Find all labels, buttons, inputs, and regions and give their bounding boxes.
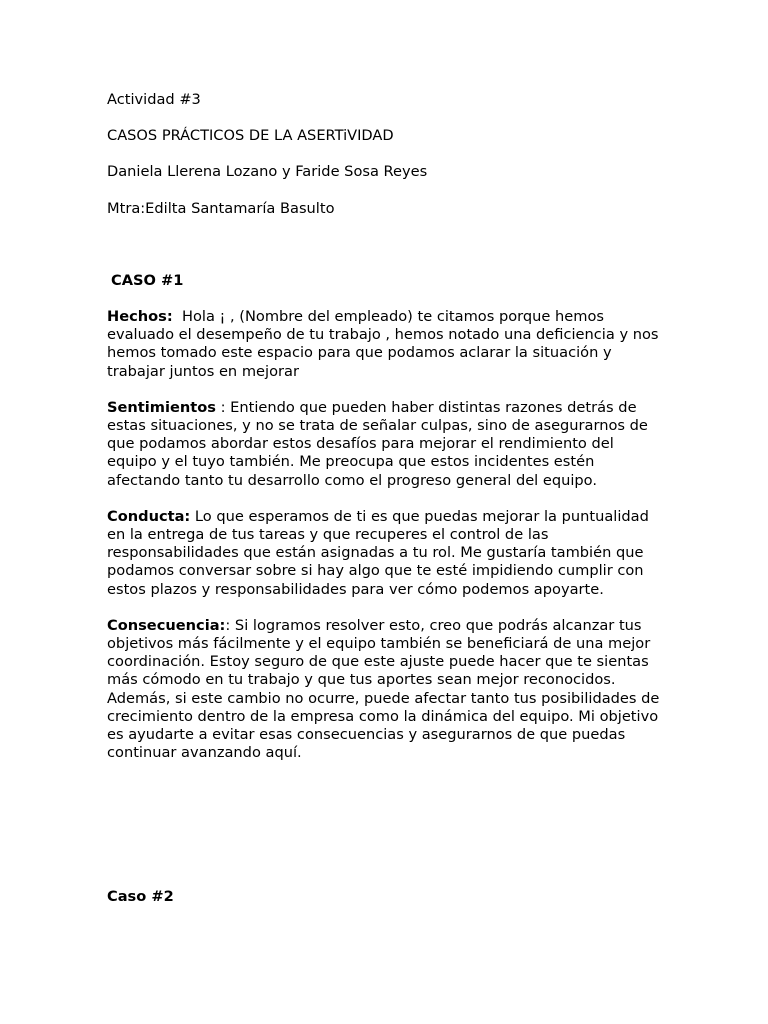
conduct-label: Conducta:	[107, 507, 191, 525]
conduct-text: Lo que esperamos de ti es que puedas mejorar la puntualidad en la entrega de tus tareas y que recuperes el control de las responsabilidades que están asignadas a tu rol. Me gustaría también que podamos conversar sobre si hay algo que te esté impidiendo cumplir con estos plazos y responsabilidades para ver cómo podemos apoyarte.	[107, 507, 649, 598]
authors: Daniela Llerena Lozano y Faride Sosa Reyes	[107, 163, 428, 181]
consequence-label: Consecuencia:	[107, 616, 226, 634]
consequence-paragraph	[107, 617, 667, 763]
case-1-title: CASO #1	[111, 271, 184, 289]
activity-number: Actividad #3	[107, 91, 201, 108]
feelings-text: : Entiendo que pueden haber distintas razones detrás de estas situaciones, y no se trata de señalar culpas, sino de asegurarnos de que podamos abordar estos desafíos para mejorar el rendimiento del equipo y el tuyo también. Me preocupa que estos incidentes estén afectando tanto tu desarrollo como el progreso general del equipo.	[107, 398, 648, 489]
document-title: CASOS PRÁCTICOS DE LA ASERTiVIDAD	[107, 127, 394, 145]
feelings-label: Sentimientos	[107, 398, 216, 416]
consequence-text: : Si logramos resolver esto, creo que podrás alcanzar tus objetivos más fácilmente y el equipo también se beneficiará de una mejor coordinación. Estoy seguro de que este ajuste puede hacer que te sientas más cómodo en tu trabajo y que tus aportes sean mejor reconocidos. Además, si este cambio no ocurre, puede afectar tanto tus posibilidades de crecimiento dentro de la empresa como la dinámica del equipo. Mi objetivo es ayudarte a evitar esas consecuencias y asegurarnos de que puedas continuar avanzando aquí.	[107, 616, 660, 762]
facts-paragraph	[107, 308, 667, 381]
facts-label: Hechos:	[107, 308, 173, 326]
feelings-paragraph	[107, 399, 667, 490]
document-body	[107, 91, 667, 780]
teacher: Mtra:Edilta Santamaría Basulto	[107, 199, 335, 217]
case-2-title: Caso #2	[107, 888, 174, 905]
conduct-paragraph	[107, 508, 667, 599]
facts-text: Hola ¡ , (Nombre del empleado) te citamos porque hemos evaluado el desempeño de tu trabajo , hemos notado una deficiencia y nos hemos tomado este espacio para que podamos aclarar la situación y trabajar juntos en mejorar	[107, 308, 664, 380]
